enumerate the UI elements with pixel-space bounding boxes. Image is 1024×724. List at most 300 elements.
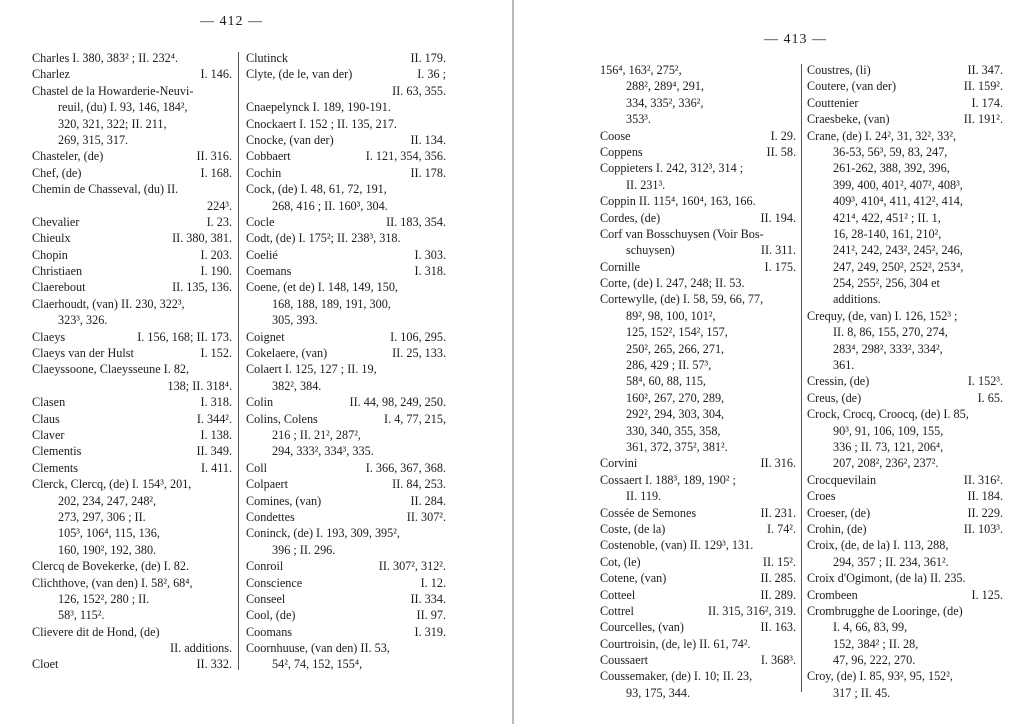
entry-text: 93, 175, 344. (626, 685, 690, 700)
entry-text: Croes (807, 489, 836, 504)
entry-line (246, 427, 446, 443)
entry-line (600, 144, 796, 160)
entry-reference (228, 312, 232, 328)
entry-line (807, 111, 1003, 127)
entry-line (600, 521, 796, 537)
entry-text: Corte, (de) I. 247, 248; II. 53. (600, 276, 745, 291)
entry-reference: I. 23. (206, 214, 232, 229)
entry-reference (792, 324, 796, 340)
entry-line (807, 472, 1003, 488)
entry-text: Coornhuuse, (van den) II. 53, (246, 641, 390, 656)
entry-reference: II. 63, 355. (392, 83, 446, 98)
index-entry (246, 575, 446, 591)
entry-line (246, 542, 446, 558)
right-page (519, 0, 1024, 724)
entry-reference: I. 175. (764, 259, 796, 274)
entry-reference (228, 591, 232, 607)
entry-line (807, 488, 1003, 504)
entry-line (807, 275, 1003, 291)
entry-text: Clerck, Clercq, (de) I. 154³, 201, (32, 477, 192, 492)
entry-text: Coustres, (li) (807, 63, 871, 77)
index-entry (600, 275, 796, 291)
entry-reference (999, 554, 1003, 570)
entry-text: Cottrel (600, 603, 634, 618)
entry-text: 202, 234, 247, 248², (58, 493, 157, 508)
entry-line (246, 312, 446, 328)
entry-reference (999, 423, 1003, 439)
entry-line (807, 210, 1003, 226)
entry-text: I. 4, 66, 83, 99, (833, 620, 908, 635)
entry-text: Chemin de Chasseval, (du) II. (32, 182, 179, 197)
entry-reference (999, 406, 1003, 422)
entry-line (600, 439, 796, 455)
entry-text: 361, 372, 375², 381². (626, 439, 728, 454)
entry-line (32, 132, 232, 148)
entry-line (32, 607, 232, 623)
entry-text: Chevalier (32, 214, 80, 229)
entry-line (246, 476, 446, 492)
entry-reference: I. 318. (414, 264, 446, 279)
entry-line (32, 214, 232, 230)
entry-text: Corf van Bosschuysen (Voir Bos- (600, 226, 764, 241)
entry-reference: II. 307². (406, 509, 446, 524)
index-entry (600, 259, 796, 275)
entry-reference (228, 296, 232, 312)
entry-line (807, 668, 1003, 684)
entry-reference: I. 146. (200, 67, 232, 82)
entry-text: Coppens (600, 144, 643, 159)
entry-reference: 224³. (207, 198, 232, 213)
index-entry (807, 570, 1003, 586)
entry-text: 58³, 115². (58, 608, 105, 623)
entry-reference: II. 163. (760, 620, 796, 635)
entry-text: Crombrugghe de Looringe, (de) (807, 603, 963, 618)
entry-reference (442, 296, 446, 312)
entry-reference (228, 99, 232, 115)
entry-text: Colpaert (246, 477, 288, 492)
entry-reference (442, 542, 446, 558)
entry-line (246, 83, 446, 99)
entry-reference: I. 190. (200, 264, 232, 279)
entry-reference (228, 116, 232, 132)
entry-text: Courcelles, (van) (600, 620, 684, 635)
entry-reference: II. 134. (410, 132, 446, 147)
entry-text: Cochin (246, 165, 282, 180)
entry-text: 283⁴, 298², 333², 334², (833, 341, 943, 356)
entry-text: Claus (32, 411, 60, 426)
entry-reference (999, 242, 1003, 258)
entry-text: 330, 340, 355, 358, (626, 423, 721, 438)
entry-line (32, 165, 232, 181)
entry-line (807, 324, 1003, 340)
entry-text: Chasteler, (de) (32, 149, 104, 164)
entry-text: Croy, (de) I. 85, 93², 95, 152², (807, 669, 953, 684)
page-number-right: — 413 — (764, 32, 827, 47)
index-entry (246, 247, 446, 263)
entry-line (32, 181, 232, 197)
entry-line (600, 423, 796, 439)
index-entry (32, 575, 232, 624)
entry-text: Cnockaert I. 152 ; II. 135, 217. (246, 116, 397, 131)
entry-text: Crohin, (de) (807, 521, 867, 536)
book-spine (512, 0, 514, 724)
entry-reference (999, 193, 1003, 209)
entry-reference (792, 357, 796, 373)
entry-reference (999, 226, 1003, 242)
index-entry (32, 443, 232, 459)
entry-reference (228, 493, 232, 509)
entry-text: Coignet (246, 329, 285, 344)
index-entry (246, 279, 446, 328)
entry-reference (228, 542, 232, 558)
entry-text: 261-262, 388, 392, 396, (833, 161, 950, 176)
index-entry (807, 472, 1003, 488)
entry-reference (999, 439, 1003, 455)
entry-line (807, 242, 1003, 258)
entry-reference (228, 476, 232, 492)
entry-reference (999, 537, 1003, 553)
entry-text: Clements (32, 460, 79, 475)
entry-text: Courtroisin, (de, le) II. 61, 74². (600, 636, 751, 651)
entry-line (807, 570, 1003, 586)
entry-line (246, 165, 446, 181)
entry-text: 320, 321, 322; II. 211, (58, 116, 167, 131)
entry-line (807, 95, 1003, 111)
entry-line (246, 66, 446, 82)
entry-line (600, 668, 796, 684)
entry-text: Coppin II. 115⁴, 160⁴, 163, 166. (600, 194, 756, 209)
entry-reference: II. 184. (967, 489, 1003, 504)
entry-reference: I. 138. (200, 427, 232, 442)
entry-text: Coppieters I. 242, 312³, 314 ; (600, 161, 744, 176)
index-entry (32, 66, 232, 82)
entry-text: Crock, Crocq, Croocq, (de) I. 85, (807, 407, 969, 422)
entry-line (600, 357, 796, 373)
entry-text: 334, 335², 336², (626, 95, 704, 110)
entry-line (600, 193, 796, 209)
index-entry (246, 525, 446, 558)
entry-reference: II. 194. (760, 210, 796, 225)
entry-line (246, 656, 446, 672)
index-entry (32, 624, 232, 657)
entry-text: Colin (246, 395, 274, 410)
entry-line (600, 603, 796, 619)
entry-reference (228, 575, 232, 591)
index-entry (246, 624, 446, 640)
entry-text: 399, 400, 401², 407², 408³, (833, 177, 963, 192)
index-entry (32, 148, 232, 164)
entry-line (807, 291, 1003, 307)
entry-text: 47, 96, 222, 270. (833, 653, 916, 668)
entry-line (32, 99, 232, 115)
entry-line (807, 619, 1003, 635)
entry-line (32, 575, 232, 591)
entry-text: Chopin (32, 247, 68, 262)
entry-reference (442, 361, 446, 377)
entry-line (246, 493, 446, 509)
index-entry (807, 587, 1003, 603)
entry-line (807, 373, 1003, 389)
index-entry (807, 390, 1003, 406)
entry-line (807, 505, 1003, 521)
entry-line (600, 341, 796, 357)
index-entry (246, 493, 446, 509)
index-entry (246, 640, 446, 673)
index-entry (600, 505, 796, 521)
entry-text: Chieulx (32, 231, 71, 246)
entry-reference (999, 308, 1003, 324)
entry-reference (999, 603, 1003, 619)
entry-text: Croix d'Ogimont, (de la) II. 235. (807, 571, 966, 586)
entry-line (600, 259, 796, 275)
page-number-left: — 412 — (200, 14, 263, 29)
entry-line (32, 296, 232, 312)
index-entry (32, 230, 232, 246)
entry-reference: II. 231. (760, 505, 796, 520)
entry-reference (999, 324, 1003, 340)
entry-text: 305, 393. (272, 313, 318, 328)
entry-reference (792, 111, 796, 127)
entry-text: Colaert I. 125, 127 ; II. 19, (246, 362, 377, 377)
entry-reference (228, 607, 232, 623)
entry-line (32, 460, 232, 476)
entry-line (246, 460, 446, 476)
entry-text: Comines, (van) (246, 493, 322, 508)
entry-text: 105³, 106⁴, 115, 136, (58, 526, 160, 541)
entry-reference: II. 347. (967, 63, 1003, 77)
entry-text: 288², 289⁴, 291, (626, 79, 704, 94)
entry-text: Coussaert (600, 653, 649, 668)
index-entry (246, 607, 446, 623)
index-entry (246, 263, 446, 279)
index-entry (246, 509, 446, 525)
entry-text: Coomans (246, 624, 293, 639)
entry-line (32, 525, 232, 541)
entry-reference: II. 191². (963, 112, 1003, 127)
index-entry (600, 455, 796, 471)
entry-line (246, 230, 446, 246)
index-entry (600, 652, 796, 668)
entry-line (807, 406, 1003, 422)
entry-line (807, 357, 1003, 373)
entry-text: additions. (833, 292, 881, 307)
index-entry (246, 99, 446, 115)
index-entry (246, 165, 446, 181)
entry-line (807, 78, 1003, 94)
entry-text: 216 ; II. 21², 287², (272, 427, 361, 442)
index-entry (600, 226, 796, 259)
entry-line (246, 394, 446, 410)
entry-line (246, 329, 446, 345)
entry-text: Cock, (de) I. 48, 61, 72, 191, (246, 182, 387, 197)
entry-reference (792, 423, 796, 439)
entry-reference (792, 177, 796, 193)
entry-line (32, 640, 232, 656)
entry-reference (442, 198, 446, 214)
entry-text: Couttenier (807, 95, 859, 110)
index-entry (32, 558, 232, 574)
entry-text: 323³, 326. (58, 313, 108, 328)
entry-reference: I. 65. (977, 390, 1003, 405)
entry-line (600, 390, 796, 406)
entry-text: 269, 315, 317. (58, 132, 129, 147)
entry-reference: I. 74². (766, 521, 796, 536)
entry-text: Cossée de Semones (600, 505, 697, 520)
index-entry (32, 263, 232, 279)
entry-text: reuil, (du) I. 93, 146, 184², (58, 100, 188, 115)
entry-reference (792, 291, 796, 307)
entry-reference (442, 116, 446, 132)
entry-reference: I. 12. (420, 575, 446, 590)
entry-reference (228, 624, 232, 640)
entry-reference: I. 303. (414, 247, 446, 262)
entry-reference (792, 373, 796, 389)
entry-text: Cornille (600, 259, 640, 274)
entry-text: Colins, Colens (246, 411, 318, 426)
entry-line (32, 116, 232, 132)
entry-line (246, 607, 446, 623)
entry-text: Codt, (de) I. 175²; II. 238³, 318. (246, 231, 401, 246)
entry-line (600, 587, 796, 603)
entry-reference: II. 311. (760, 243, 796, 258)
entry-text: 125, 152², 154², 157, (626, 325, 728, 340)
index-entry (246, 591, 446, 607)
entry-reference: I. 121, 354, 356. (365, 149, 446, 164)
index-entry (32, 345, 232, 361)
entry-text: 421⁴, 422, 451² ; II. 1, (833, 210, 941, 225)
index-column-left-1 (32, 50, 232, 673)
entry-text: 250², 265, 266, 271, (626, 341, 725, 356)
entry-reference (442, 427, 446, 443)
entry-text: 90³, 91, 106, 109, 155, (833, 423, 944, 438)
entry-text: Cossaert I. 188³, 189, 190² ; (600, 472, 736, 487)
entry-text: Coninck, (de) I. 193, 309, 395², (246, 526, 400, 541)
entry-line (32, 427, 232, 443)
entry-line (600, 324, 796, 340)
entry-reference: II. 84, 253. (392, 477, 446, 492)
entry-reference: I. 4, 77, 215, (384, 411, 446, 426)
entry-line (600, 652, 796, 668)
entry-line (807, 423, 1003, 439)
entry-line (807, 390, 1003, 406)
index-entry (600, 210, 796, 226)
entry-line (600, 472, 796, 488)
entry-line (246, 148, 446, 164)
entry-reference (442, 99, 446, 115)
entry-text: 207, 208², 236², 237². (833, 456, 939, 471)
entry-line (807, 537, 1003, 553)
entry-reference (792, 488, 796, 504)
entry-reference (442, 525, 446, 541)
entry-line (246, 263, 446, 279)
entry-text: Charlez (32, 67, 70, 82)
entry-line (807, 603, 1003, 619)
entry-text: Cloet (32, 657, 59, 672)
entry-text: 336 ; II. 73, 121, 206⁴, (833, 439, 944, 454)
entry-reference (792, 95, 796, 111)
entry-line (246, 575, 446, 591)
index-entry (32, 247, 232, 263)
entry-reference: I. 411. (200, 460, 232, 475)
entry-line (32, 66, 232, 82)
entry-reference (999, 177, 1003, 193)
entry-line (32, 558, 232, 574)
entry-reference (999, 341, 1003, 357)
entry-text: Conroil (246, 559, 284, 574)
entry-reference: II. 179. (410, 51, 446, 65)
index-entry (600, 636, 796, 652)
entry-text: Crombeen (807, 587, 858, 602)
index-entry (32, 361, 232, 394)
entry-line (246, 247, 446, 263)
entry-text: Creus, (de) (807, 390, 862, 405)
index-column-left-2 (246, 50, 446, 673)
entry-reference (999, 570, 1003, 586)
entry-text: Conscience (246, 575, 303, 590)
entry-reference: 138; II. 318⁴. (167, 378, 232, 393)
entry-text: Cokelaere, (van) (246, 346, 328, 361)
entry-reference: I. 344². (196, 411, 232, 426)
entry-line (246, 279, 446, 295)
entry-line (32, 542, 232, 558)
entry-reference (228, 50, 232, 66)
entry-reference: II. 332. (196, 657, 232, 672)
entry-text: Claeys (32, 329, 66, 344)
index-entry (246, 50, 446, 66)
entry-line (246, 99, 446, 115)
index-entry (600, 619, 796, 635)
entry-line (600, 210, 796, 226)
entry-text: Clementis (32, 444, 82, 459)
entry-line (246, 50, 446, 66)
index-entry (32, 83, 232, 149)
entry-reference (792, 308, 796, 324)
entry-text: 273, 297, 306 ; II. (58, 509, 146, 524)
entry-reference: I. 366, 367, 368. (365, 460, 446, 475)
index-entry (807, 78, 1003, 94)
index-entry (600, 570, 796, 586)
entry-line (32, 148, 232, 164)
entry-text: Clichthove, (van den) I. 58², 68⁴, (32, 575, 193, 590)
entry-line (807, 62, 1003, 78)
entry-text: 160, 190², 192, 380. (58, 542, 157, 557)
entry-line (807, 587, 1003, 603)
entry-reference (792, 406, 796, 422)
entry-line (807, 685, 1003, 701)
entry-reference (792, 472, 796, 488)
entry-line (600, 455, 796, 471)
entry-line (600, 78, 796, 94)
entry-reference (228, 509, 232, 525)
entry-text: 152, 384² ; II. 28, (833, 636, 919, 651)
entry-line (600, 275, 796, 291)
entry-text: Cortewylle, (de) I. 58, 59, 66, 77, (600, 292, 764, 307)
entry-reference: II. 349. (196, 444, 232, 459)
entry-line (600, 128, 796, 144)
entry-text: Coll (246, 460, 267, 475)
index-entry (807, 603, 1003, 669)
entry-line (246, 378, 446, 394)
index-entry (32, 50, 232, 66)
index-entry (246, 66, 446, 99)
index-entry (600, 668, 796, 701)
entry-line (32, 411, 232, 427)
entry-line (246, 132, 446, 148)
entry-line (807, 521, 1003, 537)
index-column-right-1 (600, 62, 796, 701)
index-entry (32, 296, 232, 329)
entry-reference: II. 135, 136. (172, 280, 232, 295)
